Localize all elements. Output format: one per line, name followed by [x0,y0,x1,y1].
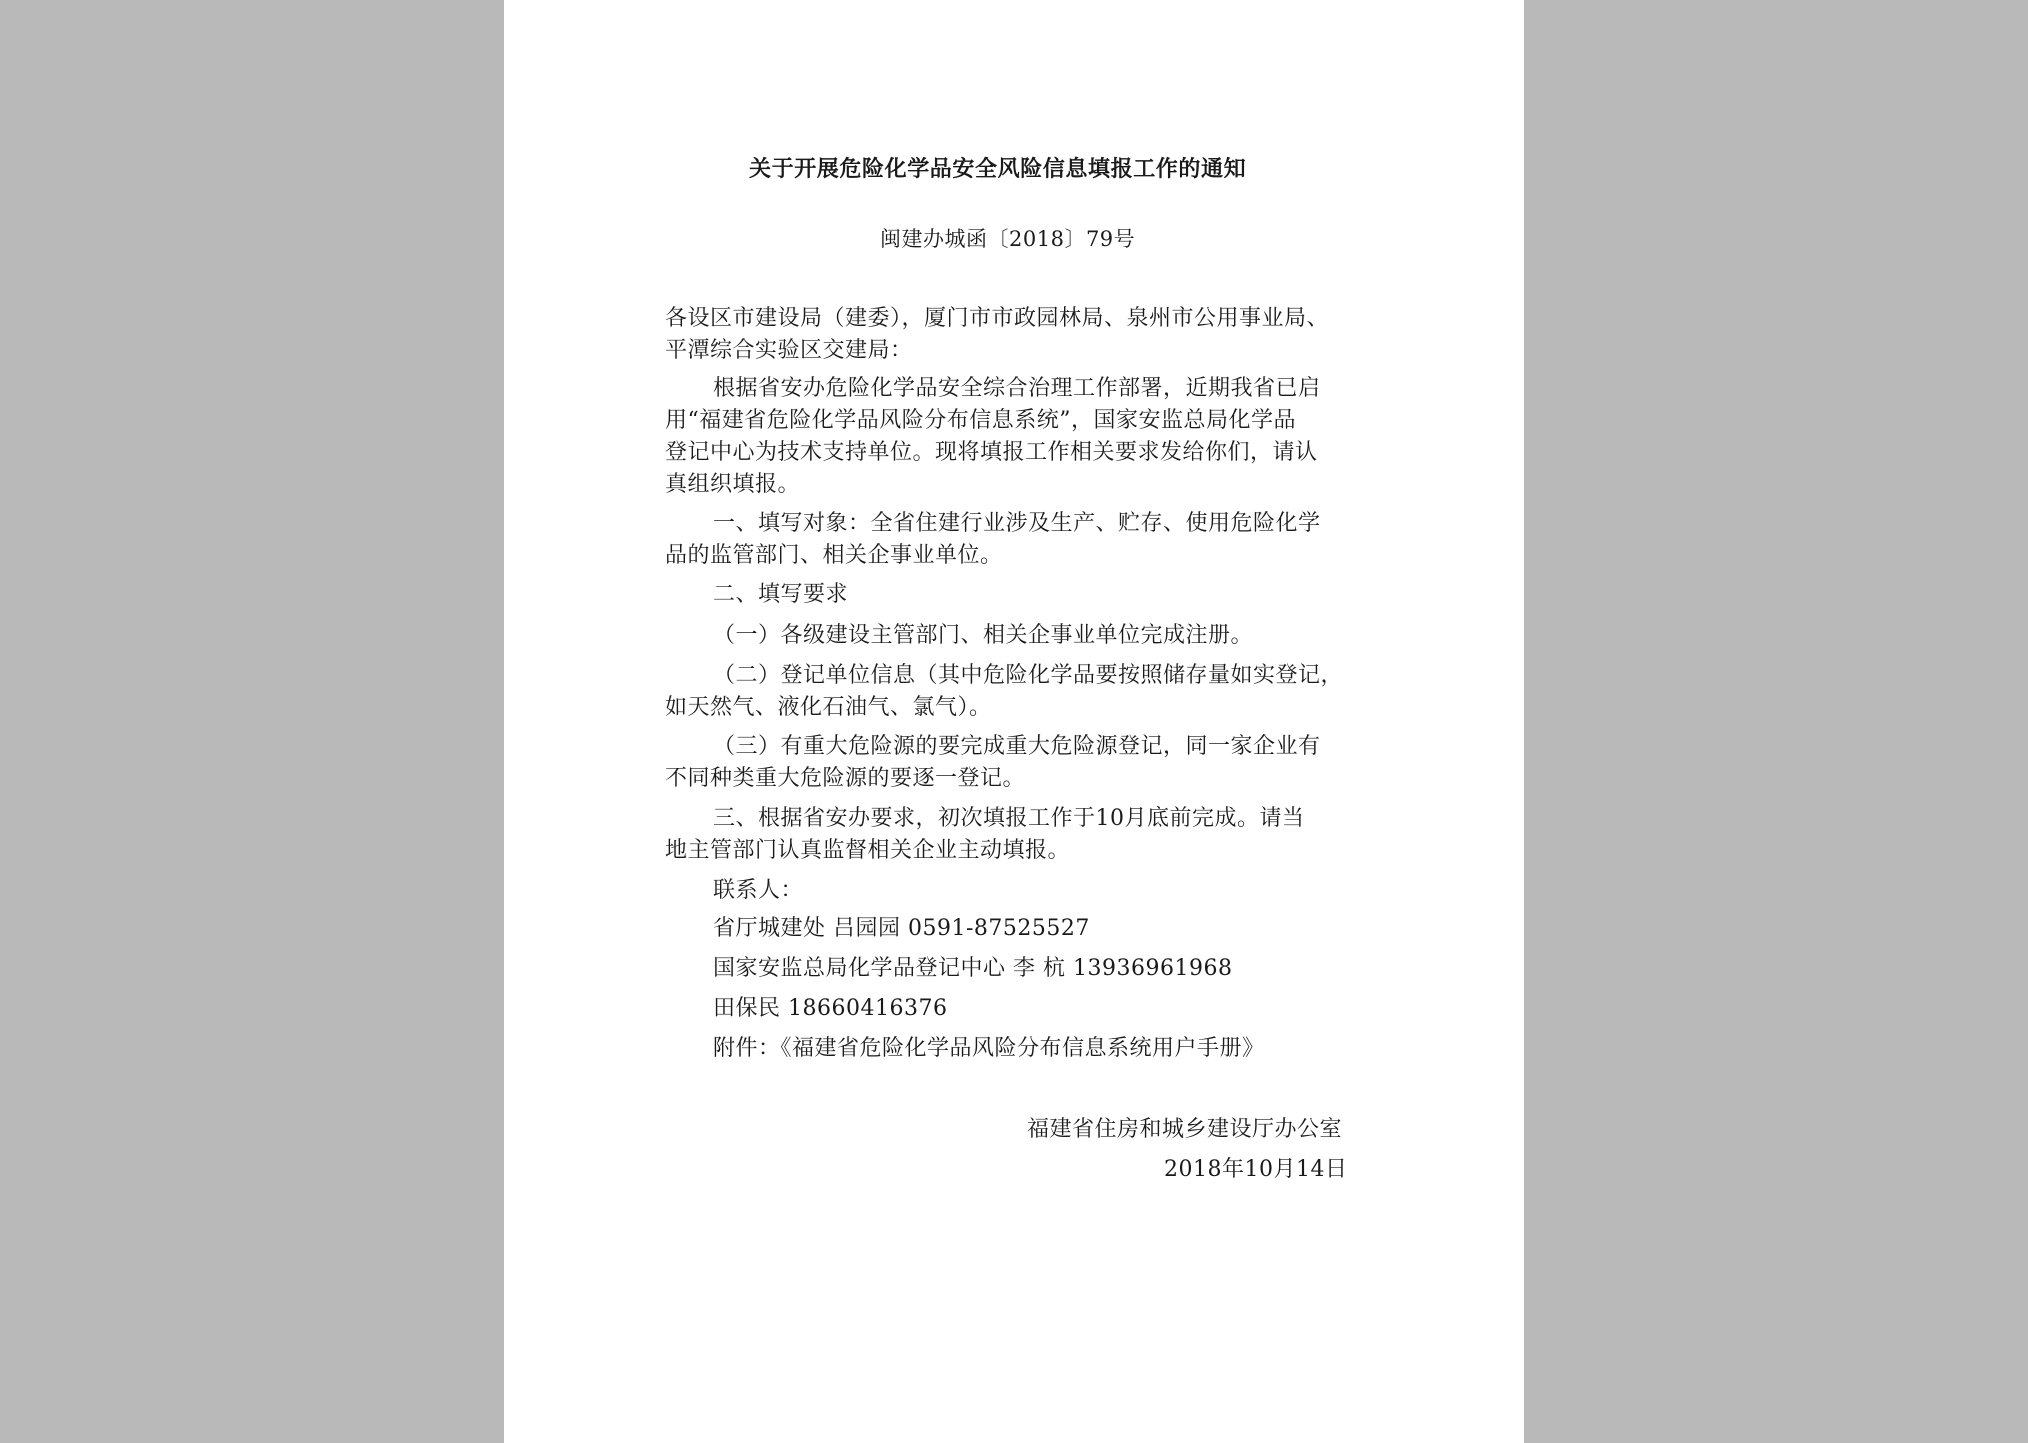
section2-heading: 二、填写要求 [713,582,849,607]
attachment-line: 附件：《福建省危险化学品风险分布信息系统用户手册》 [713,1036,1265,1061]
section1-line-1: 一、填写对象：全省住建行业涉及生产、贮存、使用危险化学 [713,511,1321,536]
section1-line-2: 品的监管部门、相关企事业单位。 [665,543,1003,568]
requirement-3-line-2: 不同种类重大危险源的要逐一登记。 [665,766,1026,791]
intro-line-1: 根据省安办危险化学品安全综合治理工作部署，近期我省已启 [713,376,1321,401]
contact-3: 田保民 18660416376 [713,996,948,1021]
requirement-1: （一）各级建设主管部门、相关企事业单位完成注册。 [713,623,1254,648]
issuer: 福建省住房和城乡建设厅办公室 [1027,1117,1343,1142]
issue-date: 2018年10月14日 [1164,1157,1348,1182]
intro-line-4: 真组织填报。 [665,472,801,497]
intro-line-3: 登记中心为技术支持单位。现将填报工作相关要求发给你们，请认 [665,440,1318,465]
contacts-label: 联系人： [713,878,804,903]
requirement-2-line-1: （二）登记单位信息（其中危险化学品要按照储存量如实登记， [713,663,1344,688]
contact-1: 省厅城建处 吕园园 0591-87525527 [713,916,1090,941]
intro-line-2: 用“福建省危险化学品风险分布信息系统”，国家安监总局化学品 [665,408,1296,433]
document-title: 关于开展危险化学品安全风险信息填报工作的通知 [749,157,1247,182]
document-page [504,0,1524,1443]
salutation-line-2: 平潭综合实验区交建局： [665,338,913,363]
requirement-2-line-2: 如天然气、液化石油气、氯气）。 [665,695,992,720]
salutation-line-1: 各设区市建设局（建委），厦门市市政园林局、泉州市公用事业局、 [665,306,1330,331]
contact-2: 国家安监总局化学品登记中心 李 杭 13936961968 [713,956,1233,981]
section3-line-2: 地主管部门认真监督相关企业主动填报。 [665,838,1071,863]
document-number: 闽建办城函〔2018〕79号 [880,227,1136,251]
section3-line-1: 三、根据省安办要求，初次填报工作于10月底前完成。请当 [713,806,1305,831]
requirement-3-line-1: （三）有重大危险源的要完成重大危险源登记，同一家企业有 [713,734,1321,759]
